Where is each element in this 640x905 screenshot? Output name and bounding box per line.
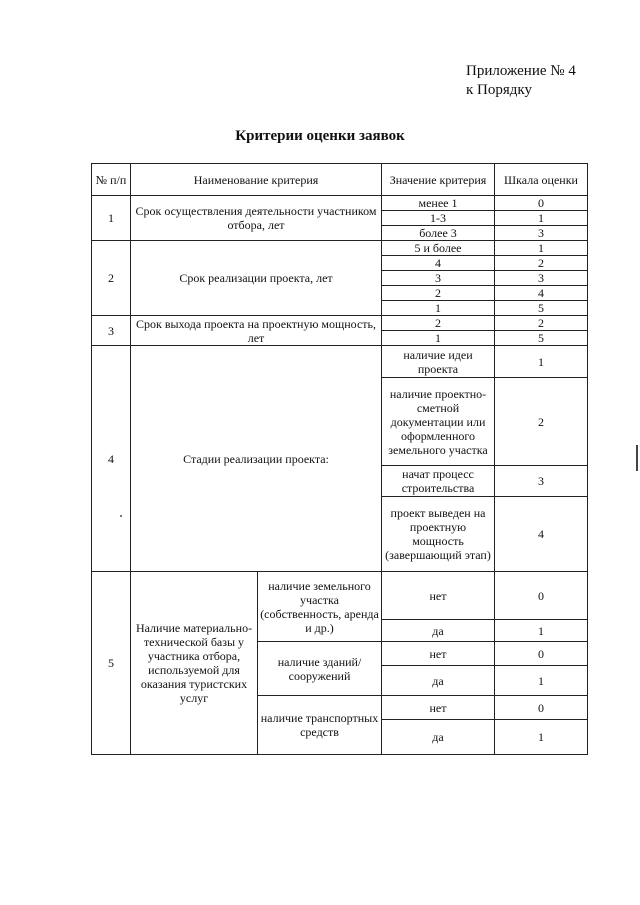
criterion-5-score: 0 bbox=[495, 642, 588, 666]
criterion-5-num: 5 bbox=[92, 572, 131, 755]
criterion-5-score: 0 bbox=[495, 572, 588, 620]
criterion-1-num: 1 bbox=[92, 196, 131, 241]
criterion-2-score: 4 bbox=[495, 286, 588, 301]
criterion-2-name: Срок реализации проекта, лет bbox=[131, 241, 382, 316]
criterion-5-score: 1 bbox=[495, 720, 588, 755]
criterion-3-value: 1 bbox=[382, 331, 495, 346]
criterion-3-score: 5 bbox=[495, 331, 588, 346]
criterion-1-value: менее 1 bbox=[382, 196, 495, 211]
criterion-5-value: да bbox=[382, 720, 495, 755]
criterion-2-value: 5 и более bbox=[382, 241, 495, 256]
criterion-2-score: 1 bbox=[495, 241, 588, 256]
criterion-2-value: 1 bbox=[382, 301, 495, 316]
criterion-1-value: 1-3 bbox=[382, 211, 495, 226]
criteria-table bbox=[91, 163, 588, 755]
header-score: Шкала оценки bbox=[495, 164, 588, 196]
criterion-4-score: 1 bbox=[495, 346, 588, 378]
criterion-5-sub-3-name: наличие транспортных средств bbox=[258, 696, 382, 755]
table-row bbox=[92, 346, 588, 378]
criterion-4-value: наличие проектно-сметной документации или оформленного земельного участка bbox=[382, 378, 495, 466]
criterion-5-sub-2-name: наличие зданий/сооружений bbox=[258, 642, 382, 696]
scan-artifact bbox=[120, 515, 122, 517]
criterion-5-value: нет bbox=[382, 572, 495, 620]
table-row bbox=[92, 316, 588, 331]
criterion-4-value: проект выведен на проектную мощность (завершающий этап) bbox=[382, 497, 495, 572]
criterion-4-score: 2 bbox=[495, 378, 588, 466]
criterion-4-value: наличие идеи проекта bbox=[382, 346, 495, 378]
criterion-2-score: 5 bbox=[495, 301, 588, 316]
table-row bbox=[92, 572, 588, 620]
criterion-5-name: Наличие материально-технической базы у участника отбора, используемой для оказания туристских услуг bbox=[131, 572, 258, 755]
criterion-5-value: да bbox=[382, 620, 495, 642]
table-header-row bbox=[92, 164, 588, 196]
table-row bbox=[92, 241, 588, 256]
criterion-2-value: 2 bbox=[382, 286, 495, 301]
criterion-2-num: 2 bbox=[92, 241, 131, 316]
criterion-2-value: 3 bbox=[382, 271, 495, 286]
criterion-5-value: нет bbox=[382, 696, 495, 720]
appendix-line-2: к Порядку bbox=[466, 82, 532, 98]
header-value: Значение критерия bbox=[382, 164, 495, 196]
criterion-5-sub-1-name: наличие земельного участка (собственность, аренда и др.) bbox=[258, 572, 382, 642]
criterion-4-num: 4 bbox=[92, 346, 131, 572]
criterion-2-score: 3 bbox=[495, 271, 588, 286]
header-num: № п/п bbox=[92, 164, 131, 196]
criterion-2-value: 4 bbox=[382, 256, 495, 271]
criterion-3-name: Срок выхода проекта на проектную мощность, лет bbox=[131, 316, 382, 346]
criterion-3-score: 2 bbox=[495, 316, 588, 331]
criterion-1-score: 3 bbox=[495, 226, 588, 241]
criterion-4-score: 3 bbox=[495, 466, 588, 497]
criterion-1-score: 0 bbox=[495, 196, 588, 211]
criterion-5-value: нет bbox=[382, 642, 495, 666]
criterion-5-value: да bbox=[382, 666, 495, 696]
criterion-2-score: 2 bbox=[495, 256, 588, 271]
scan-margin-mark bbox=[636, 445, 638, 471]
appendix-line-1: Приложение № 4 bbox=[466, 63, 576, 79]
criterion-5-score: 1 bbox=[495, 666, 588, 696]
criterion-1-score: 1 bbox=[495, 211, 588, 226]
criterion-4-value: начат процесс строительства bbox=[382, 466, 495, 497]
table-row bbox=[92, 196, 588, 211]
criterion-4-name: Стадии реализации проекта: bbox=[131, 346, 382, 572]
criterion-4-score: 4 bbox=[495, 497, 588, 572]
header-name: Наименование критерия bbox=[131, 164, 382, 196]
document-title: Критерии оценки заявок bbox=[235, 128, 405, 144]
criterion-1-value: более 3 bbox=[382, 226, 495, 241]
criterion-3-num: 3 bbox=[92, 316, 131, 346]
criterion-3-value: 2 bbox=[382, 316, 495, 331]
criterion-5-score: 0 bbox=[495, 696, 588, 720]
criterion-5-score: 1 bbox=[495, 620, 588, 642]
appendix-label bbox=[466, 62, 576, 100]
criterion-1-name: Срок осуществления деятельности участником отбора, лет bbox=[131, 196, 382, 241]
